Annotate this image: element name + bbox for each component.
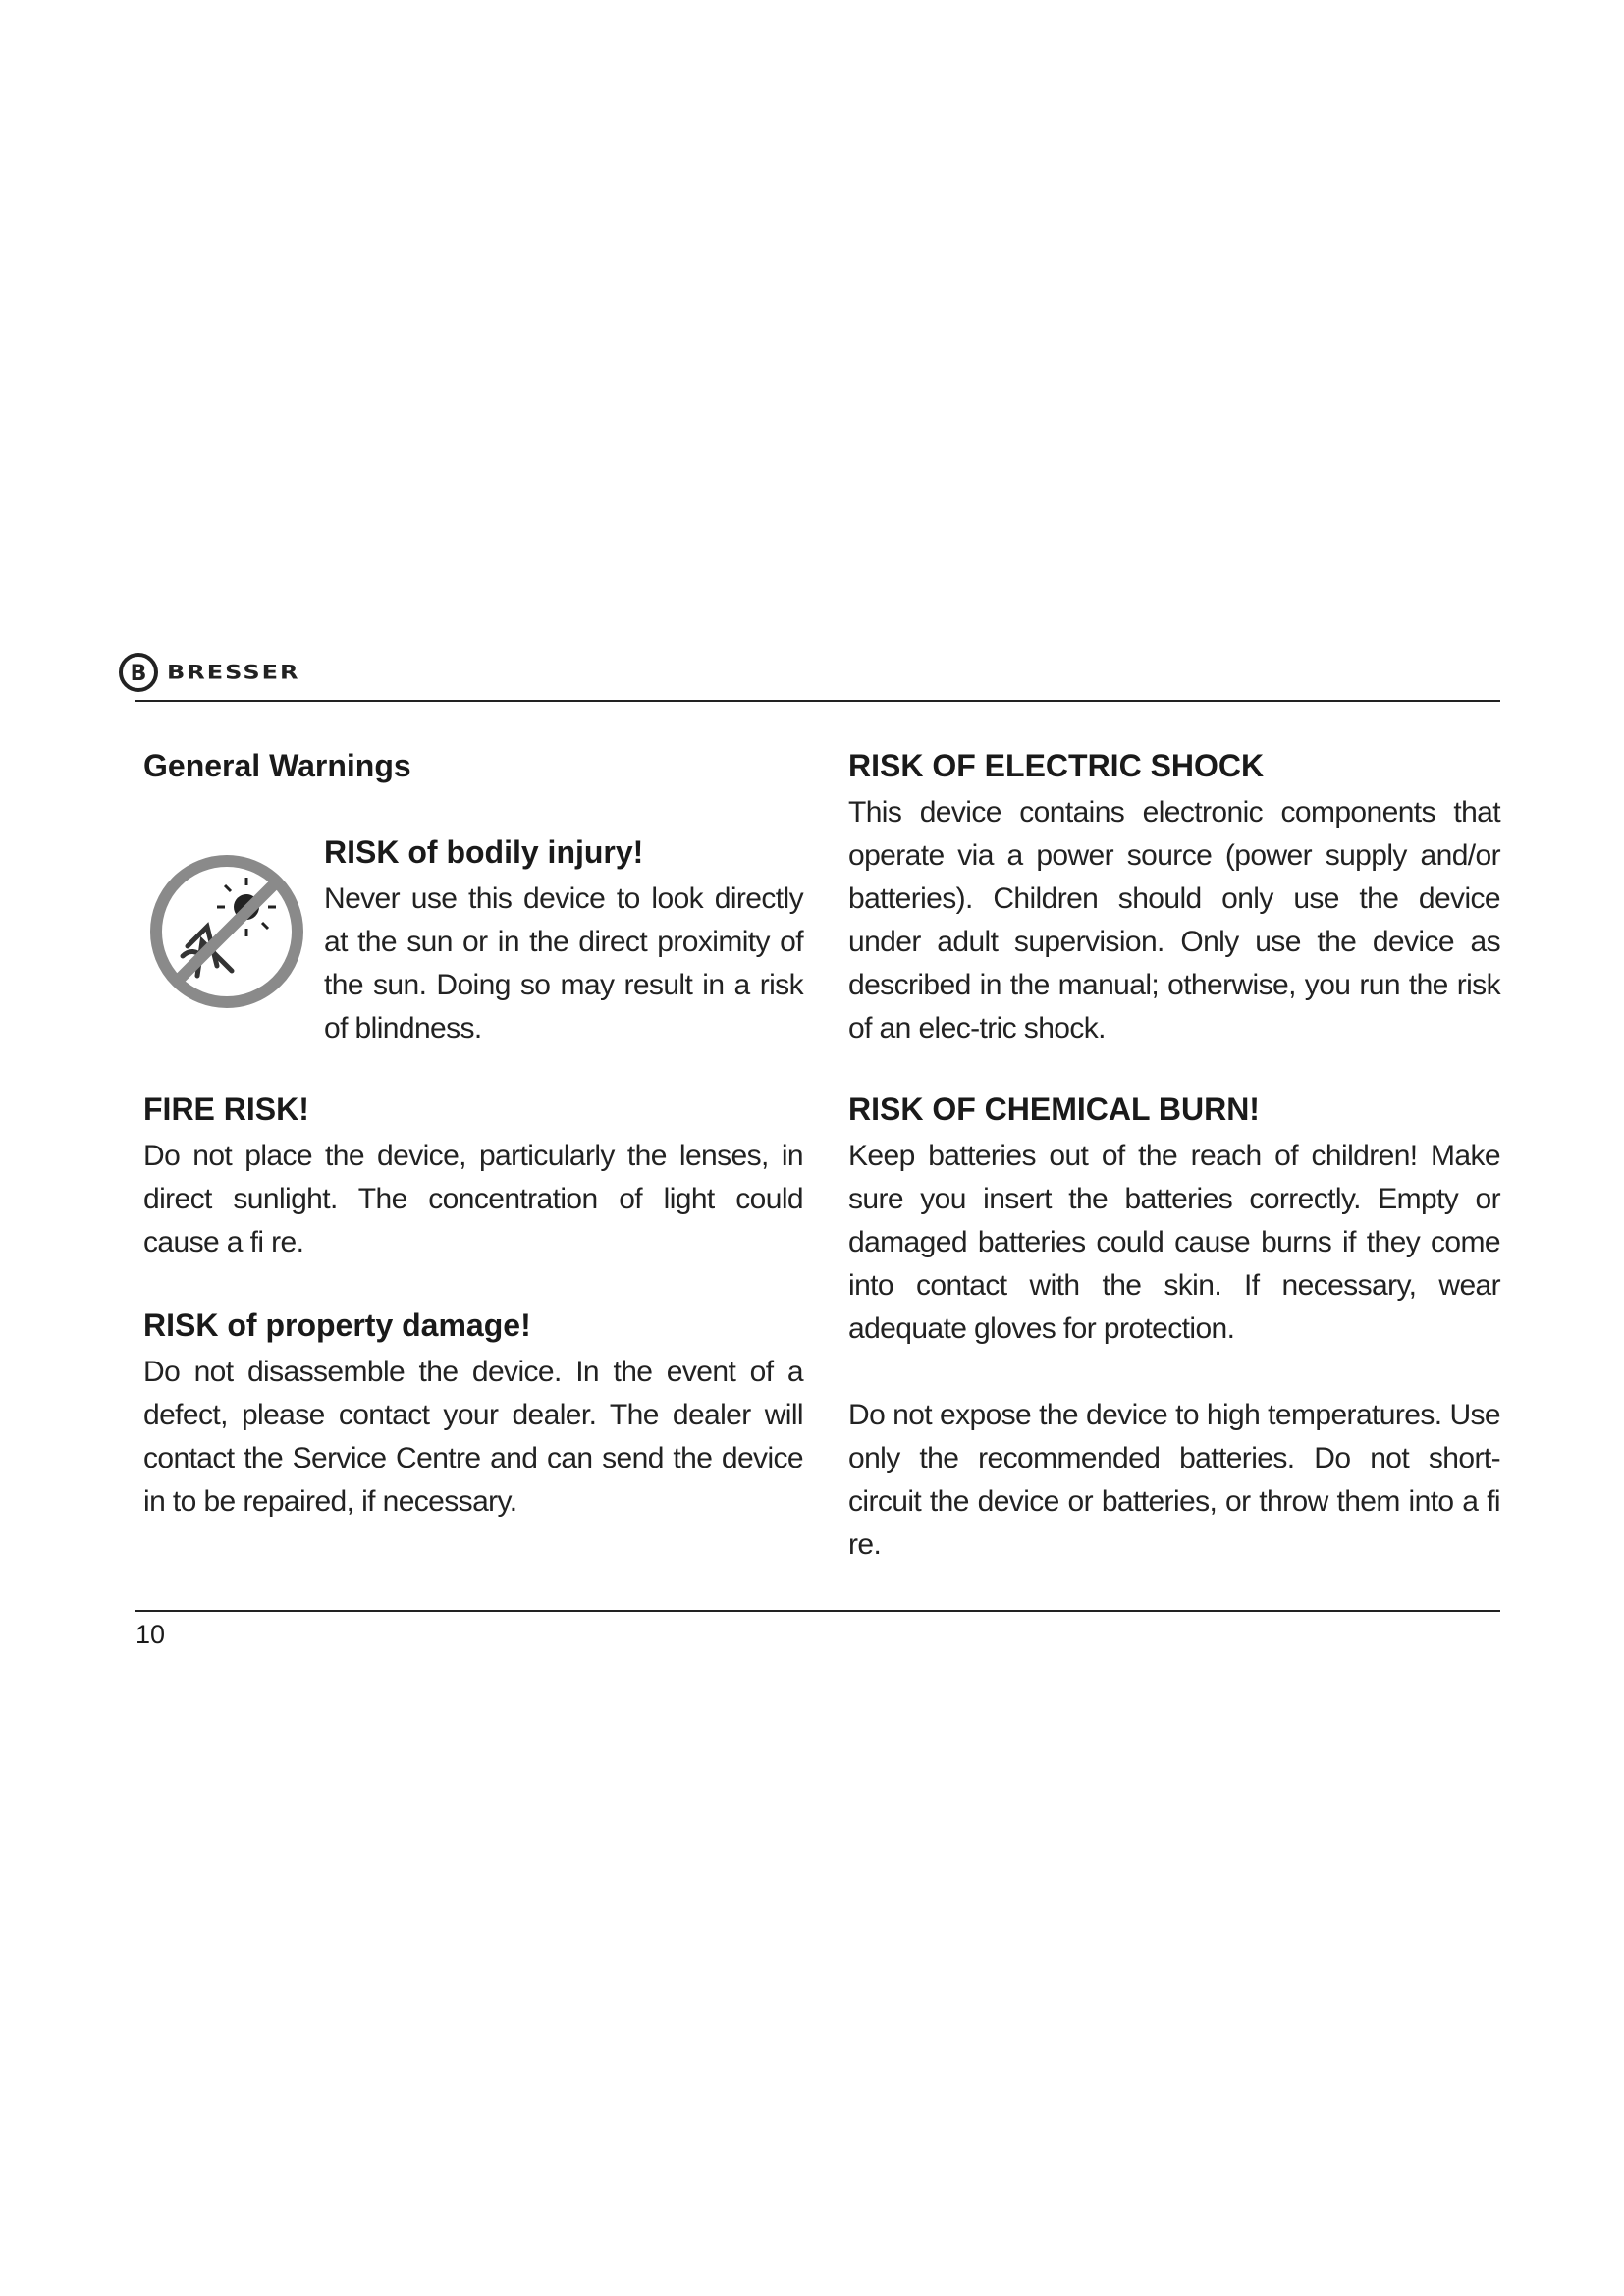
chemical-burn-heading: RISK OF CHEMICAL BURN! <box>848 1092 1260 1127</box>
no-sun-viewing-icon <box>143 848 310 1015</box>
header-divider <box>135 700 1500 702</box>
fire-risk-heading: FIRE RISK! <box>143 1092 309 1127</box>
fire-risk-text: Do not place the device, particularly the lenses, in direct sunlight. The concentration of light could cause a fi re. <box>143 1140 803 1258</box>
page-number: 10 <box>135 1620 166 1649</box>
general-warnings-title: General Warnings <box>143 748 411 783</box>
brand-name: BRESSER <box>167 661 300 684</box>
bodily-injury-heading: RISK of bodily injury! <box>324 834 644 870</box>
chemical-burn-text: Keep batteries out of the reach of children! Make sure you insert the batteries correctly. Empty or damaged batteries could cause burns if they come into contact with the skin. If necessary, wear adequate gloves for protection. <box>848 1140 1500 1345</box>
logo-letter: B <box>130 662 147 686</box>
bodily-injury-text: Never use this device to look directly at the sun or in the direct proximity of the sun. Doing so may result in a risk of blindness. <box>324 882 803 1044</box>
bresser-logo-icon <box>118 652 159 693</box>
high-temperature-text: Do not expose the device to high temperatures. Use only the recommended batteries. Do not short-circuit the device or batteries, or throw them into a fi re. <box>848 1399 1500 1561</box>
footer-divider <box>135 1610 1500 1612</box>
electric-shock-text: This device contains electronic components that operate via a power source (power supply and/or batteries). Children should only use the device under adult supervision. Only use the device as described in the manual; otherwise, you run the risk of an elec-tric shock. <box>848 796 1500 1044</box>
property-damage-heading: RISK of property damage! <box>143 1308 531 1343</box>
property-damage-text: Do not disassemble the device. In the event of a defect, please contact your dealer. The dealer will contact the Service Centre and can send the device in to be repaired, if necessary. <box>143 1356 803 1518</box>
brand-logo <box>118 651 300 694</box>
electric-shock-heading: RISK OF ELECTRIC SHOCK <box>848 748 1265 783</box>
